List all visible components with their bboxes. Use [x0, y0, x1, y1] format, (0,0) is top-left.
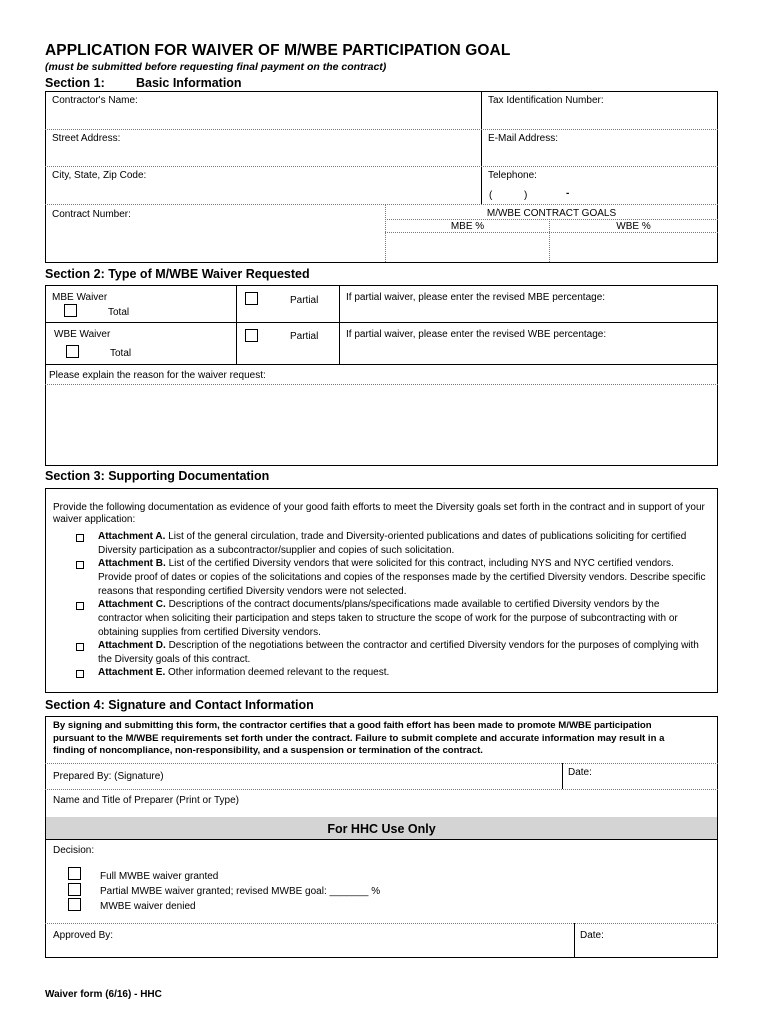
mbe-partial-label: Partial	[290, 295, 319, 306]
attachment-c-text: Descriptions of the contract documents/plans/specifications made available to certified Diversity vendors by the	[168, 599, 660, 610]
phone-dash: -	[566, 188, 570, 199]
certification-line1: By signing and submitting this form, the contractor certifies that a good faith effort has been made to promote M/WBE participation	[53, 720, 652, 731]
hhc-date-field[interactable]	[610, 926, 714, 954]
attachment-d-line2: the Diversity goals of this contract.	[98, 654, 251, 665]
hhc-right-border	[717, 817, 718, 957]
attachment-b-label: Attachment B.	[98, 558, 166, 569]
wbe-partial-prompt: If partial waiver, please enter the revised WBE percentage:	[346, 329, 607, 340]
reason-textarea[interactable]	[47, 386, 715, 464]
row-divider	[45, 923, 718, 924]
signature-field[interactable]	[170, 766, 560, 788]
hhc-left-border	[45, 817, 46, 957]
contract-number-label: Contract Number:	[52, 209, 131, 220]
section2-title: Section 2: Type of M/WBE Waiver Requested	[45, 267, 310, 281]
section2-divider-b	[339, 285, 340, 364]
wbe-partial-label: Partial	[290, 331, 319, 342]
attachment-d-label: Attachment D.	[98, 640, 166, 651]
attachment-d-line1	[98, 639, 699, 653]
attachment-e-line1	[98, 666, 389, 680]
tax-id-label: Tax Identification Number:	[488, 95, 604, 106]
attachment-d-checkbox[interactable]	[76, 643, 84, 651]
row-divider	[45, 763, 718, 764]
contract-number-field[interactable]	[46, 222, 384, 260]
attachment-b-text: List of the certified Diversity vendors that were solicited for this contract, including NYS and NYC certified vendors.	[168, 558, 674, 569]
wbe-total-label: Total	[110, 348, 132, 359]
attachment-a-checkbox[interactable]	[76, 534, 84, 542]
section3-left-border	[45, 488, 46, 692]
city-state-zip-field[interactable]	[46, 182, 480, 202]
attachment-e-checkbox[interactable]	[76, 670, 84, 678]
attachment-a-line2: Diversity participation as a subcontractor/supplier and copies of such solicitation.	[98, 545, 455, 556]
telephone-field[interactable]	[495, 188, 710, 202]
email-field[interactable]	[482, 145, 716, 165]
section3-title: Section 3: Supporting Documentation	[45, 469, 270, 483]
footer-form-id: Waiver form (6/16) - HHC	[45, 989, 162, 1000]
goals-header-divider	[385, 219, 718, 220]
row-divider	[45, 364, 718, 365]
hhc-title: For HHC Use Only	[327, 822, 436, 836]
form-title: APPLICATION FOR WAIVER OF M/WBE PARTICIPATION GOAL	[45, 42, 511, 59]
section3-bottom-border	[45, 692, 718, 693]
full-waiver-checkbox[interactable]	[68, 867, 81, 880]
mbe-partial-checkbox[interactable]	[245, 292, 258, 305]
reason-prompt: Please explain the reason for the waiver request:	[49, 370, 266, 381]
goals-header: M/WBE CONTRACT GOALS	[486, 208, 617, 219]
partial-waiver-label: Partial MWBE waiver granted; revised MWBE goal: _______ %	[100, 886, 381, 897]
section1-top-border	[45, 91, 718, 92]
section3-right-border	[717, 488, 718, 692]
section3-intro-line2: waiver application:	[53, 514, 136, 525]
attachment-d-text: Description of the negotiations between the contractor and certified Diversity vendors for the purposes of complying with	[168, 640, 699, 651]
hhc-bottom-border	[45, 957, 718, 958]
prepared-by-label: Prepared By: (Signature)	[53, 771, 164, 782]
section2-right-border	[717, 285, 718, 466]
section4-left-border	[45, 716, 46, 817]
decision-label: Decision:	[53, 845, 95, 856]
attachment-b-line3: reasons that responding certified Diversity vendors were not selected.	[98, 586, 407, 597]
form-subtitle: (must be submitted before requesting final payment on the contract)	[45, 61, 387, 73]
section3-top-border	[45, 488, 718, 489]
mbe-waiver-label: MBE Waiver	[52, 292, 108, 303]
section1-right-border	[717, 91, 718, 262]
date-field[interactable]	[600, 766, 714, 788]
wbe-percent-label: WBE %	[616, 221, 651, 232]
section2-left-border	[45, 285, 46, 466]
mbe-partial-prompt: If partial waiver, please enter the revised MBE percentage:	[346, 292, 606, 303]
section2-divider-a	[236, 285, 237, 364]
attachment-c-line3: obtaining supplies from certified Diversity vendors.	[98, 627, 321, 638]
row-divider	[45, 166, 718, 167]
section4-top-border	[45, 716, 718, 717]
certification-line2: pursuant to the M/WBE requirements set forth under the contract. Failure to submit complete and accurate information may result in a	[53, 732, 665, 744]
row-divider	[45, 322, 718, 323]
attachment-a-line1	[98, 530, 686, 544]
section1-bottom-border	[45, 262, 718, 263]
section2-top-border	[45, 285, 718, 286]
phone-close-paren: )	[524, 190, 528, 201]
full-waiver-label: Full MWBE waiver granted	[100, 871, 219, 882]
waiver-denied-label: MWBE waiver denied	[100, 901, 196, 912]
attachment-b-line2: Provide proof of dates or copies of the solicitations and copies of the responses made by the certified Diversity vendors. Describe specific	[98, 572, 706, 583]
date-divider	[562, 763, 563, 789]
name-title-field[interactable]	[250, 792, 714, 814]
attachment-b-line1	[98, 557, 674, 571]
section1-title: Basic Information	[136, 76, 242, 90]
contractor-name-label: Contractor's Name:	[52, 95, 138, 106]
approved-by-label: Approved By:	[53, 930, 114, 941]
section4-title: Section 4: Signature and Contact Information	[45, 698, 314, 712]
email-label: E-Mail Address:	[488, 133, 559, 144]
section1-number: Section 1:	[45, 76, 105, 90]
wbe-percent-field[interactable]	[550, 234, 716, 260]
wbe-total-checkbox[interactable]	[66, 345, 79, 358]
contractor-name-field[interactable]	[46, 106, 480, 128]
attachment-a-label: Attachment A.	[98, 531, 166, 542]
date-label: Date:	[568, 767, 592, 778]
certification-line3: finding of noncompliance, non-responsibility, and a suspension or termination of the contract.	[53, 745, 483, 756]
wbe-revised-percent-field[interactable]	[346, 342, 714, 362]
hhc-date-label: Date:	[580, 930, 604, 941]
attachment-e-label: Attachment E.	[98, 667, 166, 678]
approved-by-field[interactable]	[120, 926, 570, 954]
mbe-total-checkbox[interactable]	[64, 304, 77, 317]
city-state-zip-label: City, State, Zip Code:	[52, 170, 147, 181]
mbe-percent-label: MBE %	[450, 221, 485, 232]
row-divider	[45, 789, 718, 790]
phone-open-paren: (	[489, 190, 493, 201]
attachment-b-checkbox[interactable]	[76, 561, 84, 569]
tax-id-field[interactable]	[482, 106, 716, 128]
mbe-percent-field[interactable]	[386, 234, 548, 260]
street-address-field[interactable]	[46, 145, 480, 165]
name-title-label: Name and Title of Preparer (Print or Type)	[53, 795, 240, 806]
attachment-c-checkbox[interactable]	[76, 602, 84, 610]
goals-subheader-divider	[385, 232, 718, 233]
row-divider	[45, 384, 718, 385]
attachment-c-label: Attachment C.	[98, 599, 166, 610]
wbe-partial-checkbox[interactable]	[245, 329, 258, 342]
section4-right-border	[717, 716, 718, 817]
attachment-e-text: Other information deemed relevant to the request.	[168, 667, 390, 678]
partial-waiver-checkbox[interactable]	[68, 883, 81, 896]
attachment-c-line1	[98, 598, 659, 612]
mbe-total-label: Total	[108, 307, 130, 318]
section2-bottom-border	[45, 465, 718, 466]
street-address-label: Street Address:	[52, 133, 121, 144]
attachment-c-line2: contractor when soliciting their participation and steps taken to structure the scope of work for the purpose of subcontracting with or	[98, 613, 678, 624]
wbe-waiver-label: WBE Waiver	[54, 329, 111, 340]
row-divider	[45, 204, 718, 205]
hhc-date-divider	[574, 923, 575, 957]
telephone-label: Telephone:	[488, 170, 537, 181]
certification-text	[53, 720, 664, 758]
attachment-a-text: List of the general circulation, trade and Diversity-oriented publications and dates of publications soliciting for certified	[168, 531, 687, 542]
mbe-revised-percent-field[interactable]	[346, 305, 714, 321]
section3-intro-line1: Provide the following documentation as evidence of your good faith efforts to meet the Diversity goals set forth in the contract and in support of your	[53, 502, 705, 513]
waiver-denied-checkbox[interactable]	[68, 898, 81, 911]
row-divider	[45, 129, 718, 130]
